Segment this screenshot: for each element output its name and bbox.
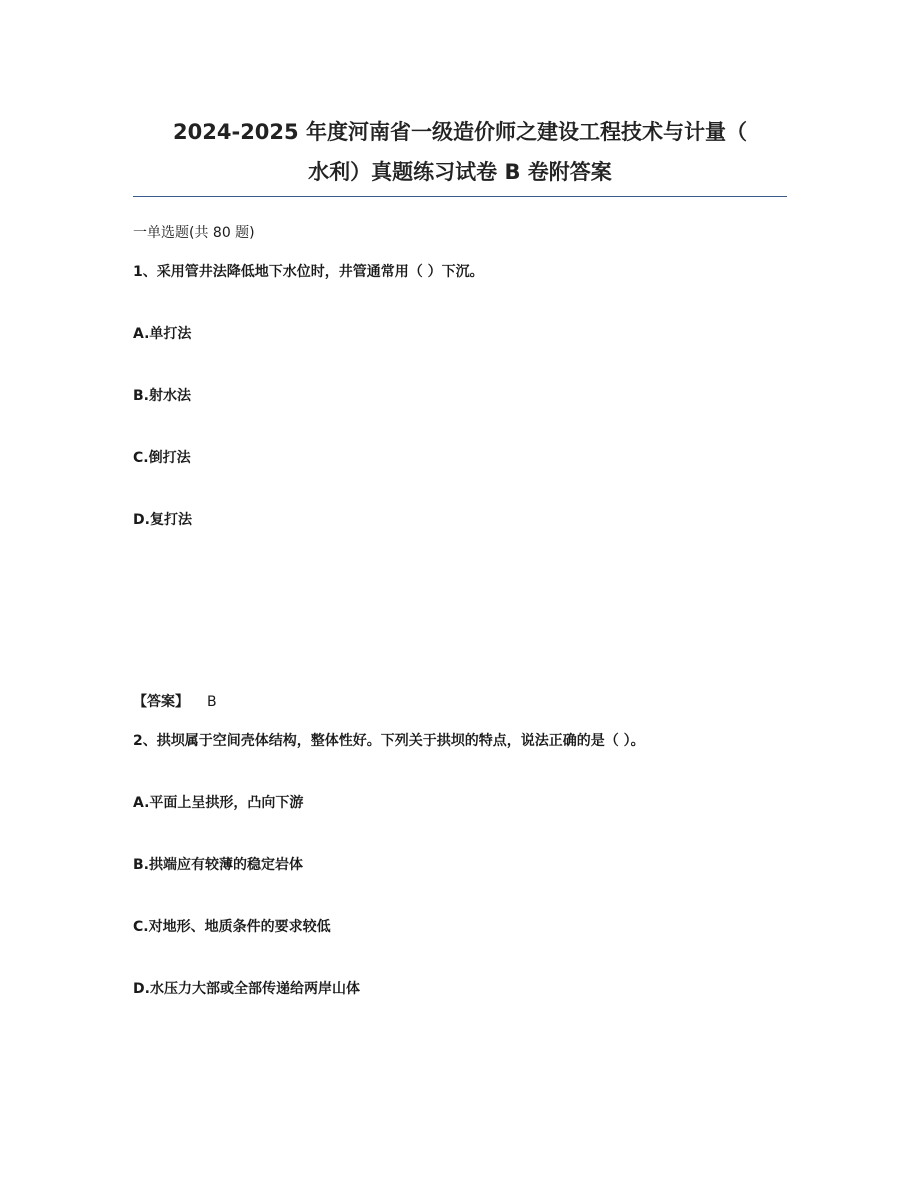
question-2-option-c: C.对地形、地质条件的要求较低 [133, 919, 331, 935]
document-title-line-2: 水利）真题练习试卷 B 卷附答案 [308, 160, 612, 184]
question-2-option-a: A.平面上呈拱形，凸向下游 [133, 795, 304, 811]
question-1-option-a: A.单打法 [133, 326, 192, 342]
document-title [100, 112, 820, 192]
question-1-option-b: B.射水法 [133, 388, 191, 404]
answer-label: 【答案】 [133, 694, 189, 710]
question-2-option-b: B.拱端应有较薄的稳定岩体 [133, 857, 303, 873]
document-title-line-1: 2024-2025 年度河南省一级造价师之建设工程技术与计量（ [173, 120, 747, 144]
question-1-option-d: D.复打法 [133, 512, 192, 528]
section-heading: 一单选题(共 80 题) [133, 225, 255, 241]
question-1-text: 1、采用管井法降低地下水位时，井管通常用（ ）下沉。 [133, 264, 484, 280]
answer-value: B [207, 694, 217, 710]
question-2-text: 2、拱坝属于空间壳体结构，整体性好。下列关于拱坝的特点，说法正确的是（ ）。 [133, 733, 645, 749]
question-1-option-c: C.倒打法 [133, 450, 191, 466]
title-divider [133, 196, 787, 197]
question-2-option-d: D.水压力大部或全部传递给两岸山体 [133, 981, 360, 997]
question-1-answer [133, 692, 217, 712]
